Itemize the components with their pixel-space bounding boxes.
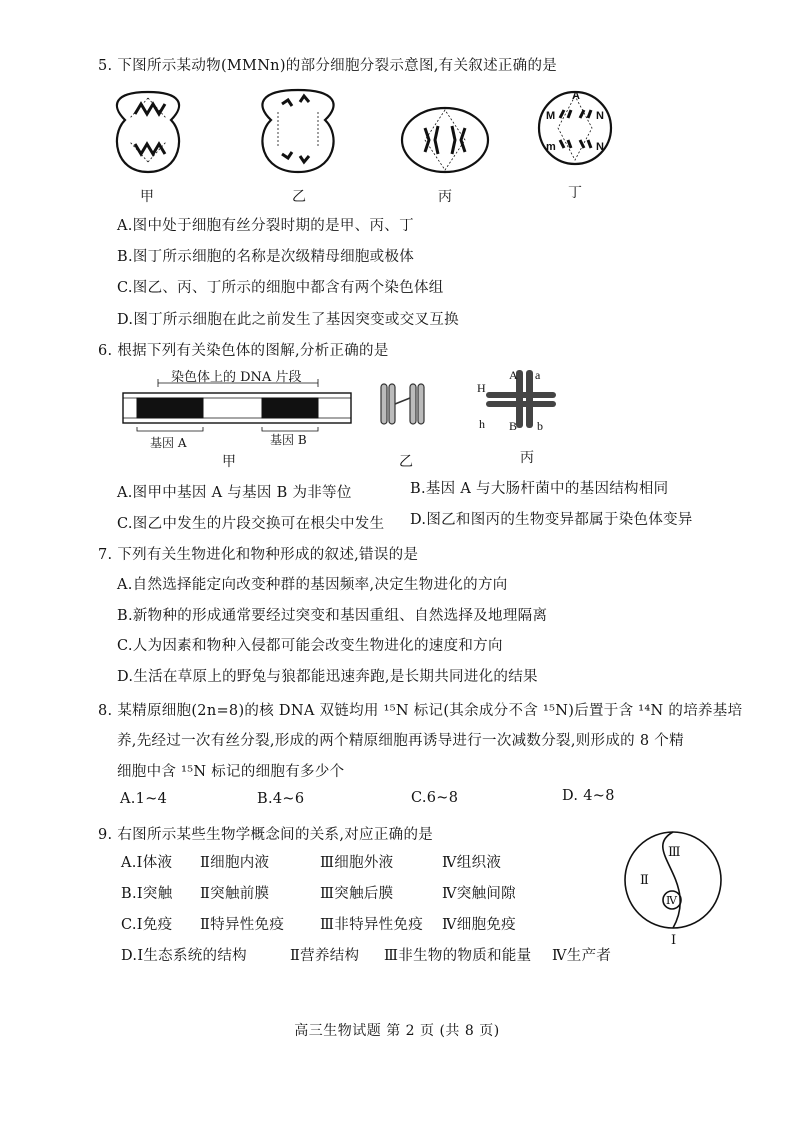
q8-stem-line-2: 养,先经过一次有丝分裂,形成的两个精原细胞再诱导进行一次减数分裂,则形成的 8 个精 (117, 733, 684, 749)
fig-label-bing: 丙 (520, 450, 534, 466)
q9-region-ii: Ⅱ (640, 873, 649, 888)
cell-label-bing: 丙 (438, 189, 452, 205)
q7-option-c: C.人为因素和物种入侵都可能会改变生物进化的速度和方向 (117, 638, 503, 654)
gene-a-label: 基因 A (150, 436, 187, 450)
q8-option-d: D. 4~8 (562, 788, 615, 804)
q9-option-a-4: Ⅳ组织液 (442, 855, 502, 871)
q9-region-iv: Ⅳ (666, 894, 677, 907)
q8-stem-line-3: 细胞中含 ¹⁵N 标记的细胞有多少个 (117, 764, 345, 780)
q9-region-iii: Ⅲ (668, 845, 681, 860)
fig-label-yi: 乙 (399, 454, 413, 470)
gene-b-label: 基因 B (270, 433, 307, 447)
bing-letter-b-lower: b (537, 419, 543, 433)
q8-option-b: B.4~6 (257, 791, 305, 807)
q9-option-d-2: Ⅱ营养结构 (290, 948, 360, 964)
bing-letter-a-lower: a (535, 368, 541, 382)
dna-segment-label: 染色体上的 DNA 片段 (171, 370, 302, 385)
q8-option-a: A.1~4 (120, 791, 168, 807)
ding-letter-m-upper: M (546, 110, 556, 122)
q8-stem-line-1: 8. 某精原细胞(2n=8)的核 DNA 双链均用 ¹⁵N 标记(其余成分不含 ¹⁵N)后置于含 ¹⁴N 的培养基培 (98, 703, 743, 719)
cell-label-jia: 甲 (140, 189, 154, 205)
q9-option-b-3: Ⅲ突触后膜 (320, 886, 394, 902)
q7-stem: 7. 下列有关生物进化和物种形成的叙述,错误的是 (98, 547, 419, 563)
q5-option-c: C.图乙、丙、丁所示的细胞中都含有两个染色体组 (117, 280, 444, 296)
cell-label-ding: 丁 (568, 185, 582, 201)
q5-option-b: B.图丁所示细胞的名称是次级精母细胞或极体 (117, 249, 415, 265)
q6-stem: 6. 根据下列有关染色体的图解,分析正确的是 (98, 343, 389, 359)
q9-option-d-4: Ⅳ生产者 (552, 948, 612, 964)
q9-option-c-4: Ⅳ细胞免疫 (442, 917, 516, 933)
bing-letter-a-upper: A (509, 368, 518, 382)
q5-option-a: A.图中处于细胞有丝分裂时期的是甲、丙、丁 (117, 218, 414, 234)
q6-option-d: D.图乙和图丙的生物变异都属于染色体变异 (410, 512, 693, 528)
q5-option-d: D.图丁所示细胞在此之前发生了基因突变或交叉互换 (117, 312, 459, 328)
q9-option-a-2: Ⅱ细胞内液 (200, 855, 270, 871)
q7-option-b: B.新物种的形成通常要经过突变和基因重组、自然选择及地理隔离 (117, 608, 548, 624)
q6-option-b: B.基因 A 与大肠杆菌中的基因结构相同 (410, 481, 669, 497)
q9-option-c-3: Ⅲ非特异性免疫 (320, 917, 424, 933)
q9-region-i: Ⅰ (671, 933, 677, 948)
bing-letter-h-lower: h (479, 417, 485, 431)
q9-option-d-1: D.Ⅰ生态系统的结构 (121, 948, 247, 964)
page-footer: 高三生物试题 第 2 页 (共 8 页) (294, 1023, 500, 1039)
q7-option-a: A.自然选择能定向改变种群的基因频率,决定生物进化的方向 (117, 577, 508, 593)
q9-option-b-1: B.Ⅰ突触 (121, 886, 173, 902)
q9-option-a-3: Ⅲ细胞外液 (320, 855, 394, 871)
bing-letter-b-upper: B (509, 419, 518, 433)
ding-letter-n-upper: N (596, 110, 604, 122)
ding-letter-m-lower: m (546, 141, 556, 153)
ding-letter-a: A (572, 90, 580, 102)
fig-label-jia: 甲 (222, 454, 236, 470)
q7-option-d: D.生活在草原上的野兔与狼都能迅速奔跑,是长期共同进化的结果 (117, 669, 538, 685)
q6-option-a: A.图甲中基因 A 与基因 B 为非等位 (117, 485, 352, 501)
q9-option-b-4: Ⅳ突触间隙 (442, 886, 516, 902)
q9-stem: 9. 右图所示某些生物学概念间的关系,对应正确的是 (98, 827, 434, 843)
q5-stem: 5. 下图所示某动物(MMNn)的部分细胞分裂示意图,有关叙述正确的是 (98, 58, 558, 74)
q9-option-a-1: A.Ⅰ体液 (121, 855, 173, 871)
cell-label-yi: 乙 (292, 189, 306, 205)
q6-option-c: C.图乙中发生的片段交换可在根尖中发生 (117, 516, 385, 532)
q9-option-c-2: Ⅱ特异性免疫 (200, 917, 285, 933)
ding-letter-n-lower: N (596, 141, 604, 153)
q9-option-d-3: Ⅲ非生物的物质和能量 (384, 948, 532, 964)
q8-option-c: C.6~8 (411, 790, 459, 806)
bing-letter-h-upper: H (477, 381, 486, 395)
q9-option-c-1: C.Ⅰ免疫 (121, 917, 173, 933)
q9-option-b-2: Ⅱ突触前膜 (200, 886, 270, 902)
